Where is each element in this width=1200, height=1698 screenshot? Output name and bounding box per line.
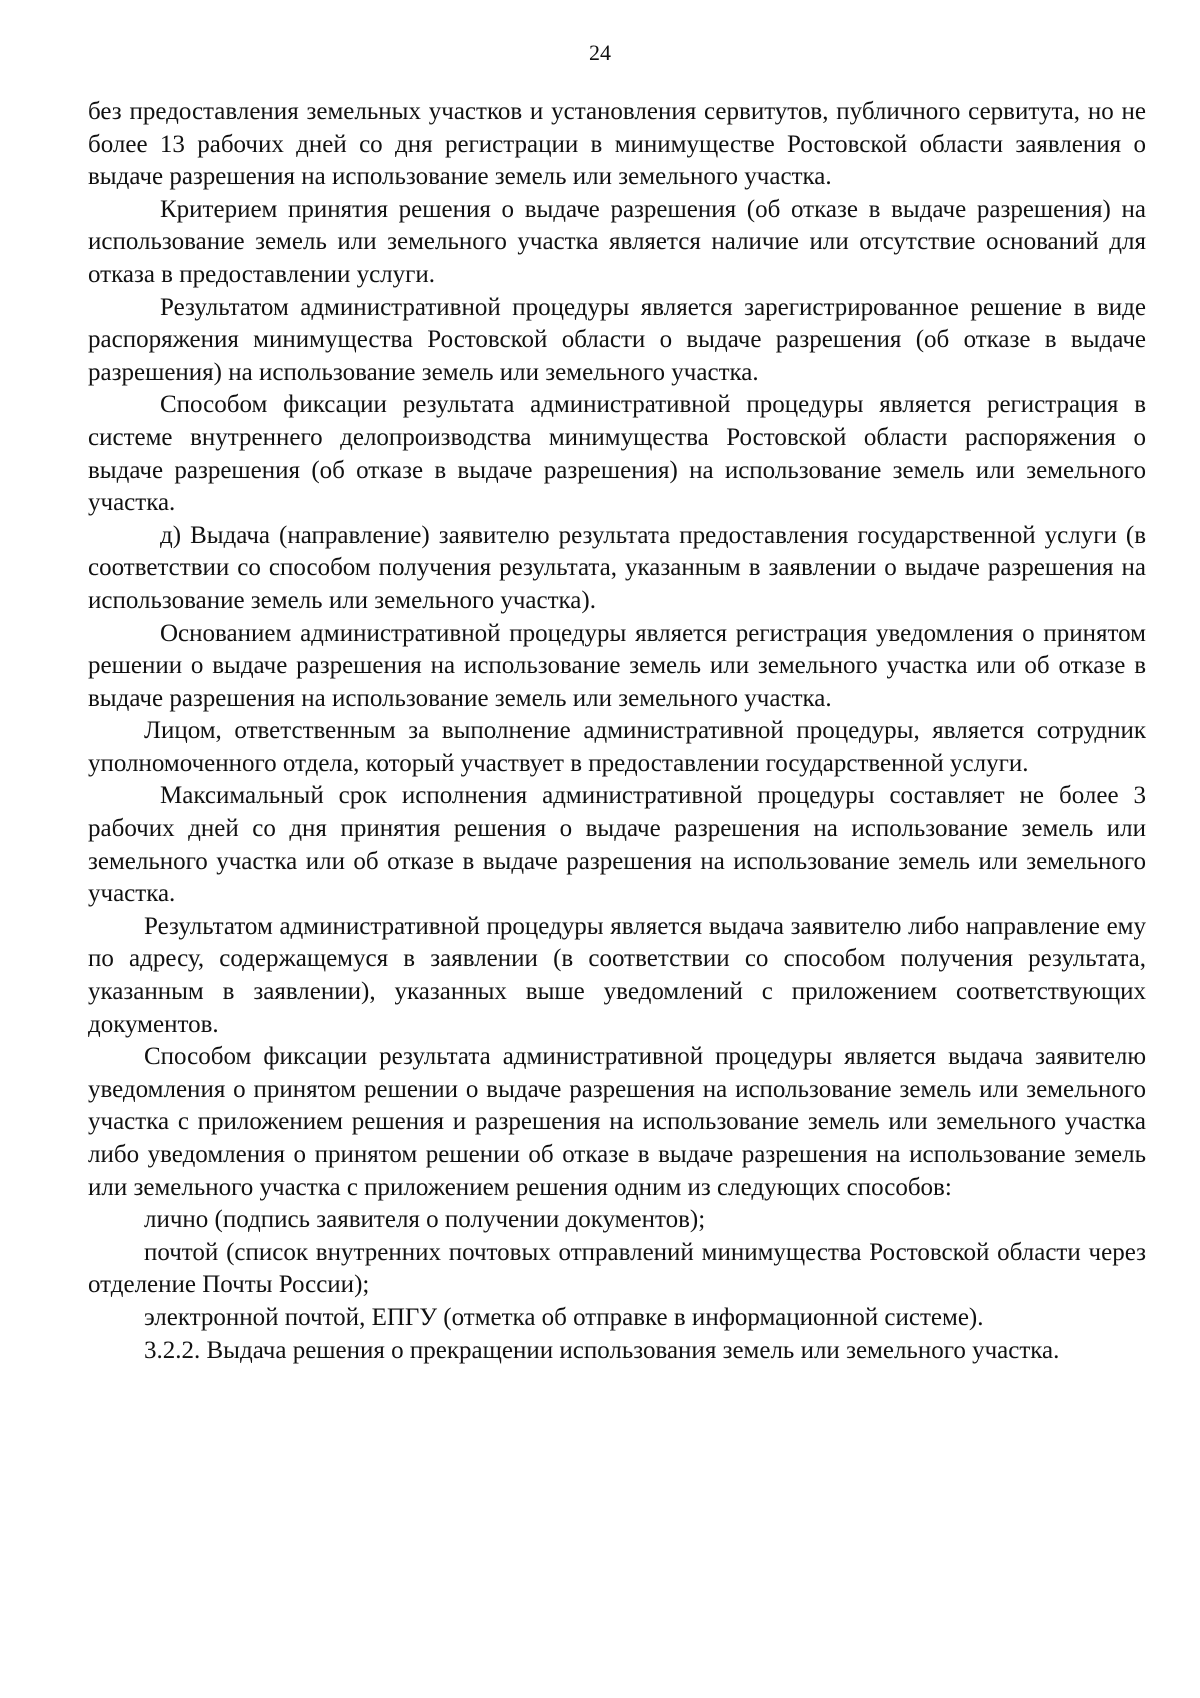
paragraph-13: электронной почтой, ЕПГУ (отметка об отправке в информационной системе). (144, 1303, 984, 1331)
paragraph-9: Результатом административной процедуры является выдача заявителю либо направление ему по адресу, содержащемуся в заявлении (в соответствии со способом получения результата, указанным в заявлении), указанных выше уведомлений с приложением соответствующих документов. (88, 912, 1146, 1038)
paragraph-14: 3.2.2. Выдача решения о прекращении использования земель или земельного участка. (144, 1336, 1060, 1364)
paragraph-5: д) Выдача (направление) заявителю результата предоставления государственной услуги (в соответствии со способом получения результата, указанным в заявлении о выдаче разрешения на использование земель или земельного участка). (88, 521, 1146, 614)
paragraph-1: без предоставления земельных участков и установления сервитутов, публичного сервитута, но не более 13 рабочих дней со дня регистрации в минимуществе Ростовской области заявления о выдаче разрешения на использование земель или земельного участка. (88, 98, 1146, 191)
paragraph-4: Способом фиксации результата административной процедуры является регистрация в системе внутреннего делопроизводства минимущества Ростовской области распоряжения о выдаче разрешения (об отказе в выдаче разрешения) на использование земель или земельного участка. (88, 391, 1146, 517)
paragraph-8: Максимальный срок исполнения административной процедуры составляет не более 3 рабочих дней со дня принятия решения о выдаче разрешения на использование земель или земельного участка или об отказе в выдаче разрешения на использование земель или земельного участка. (88, 782, 1146, 908)
paragraph-6: Основанием административной процедуры является регистрация уведомления о принятом решении о выдаче разрешения на использование земель или земельного участка или об отказе в выдаче разрешения на использование земель или земельного участка. (88, 619, 1146, 712)
paragraph-12: почтой (список внутренних почтовых отправлений минимущества Ростовской области через отделение Почты России); (88, 1238, 1146, 1299)
paragraph-7: Лицом, ответственным за выполнение административной процедуры, является сотрудник уполномоченного отдела, который участвует в предоставлении государственной услуги. (88, 717, 1146, 777)
document-body (88, 96, 1146, 1367)
page-number: 24 (589, 40, 611, 65)
paragraph-2: Критерием принятия решения о выдаче разрешения (об отказе в выдаче разрешения) на использование земель или земельного участка является наличие или отсутствие оснований для отказа в предоставлении услуги. (88, 195, 1146, 288)
paragraph-10: Способом фиксации результата административной процедуры является выдача заявителю уведомления о принятом решении о выдаче разрешения на использование земель или земельного участка с приложением решения и разрешения на использование земель или земельного участка либо уведомления о принятом решении об отказе в выдаче разрешения на использование земель или земельного участка с приложением решения одним из следующих способов: (88, 1043, 1146, 1201)
paragraph-11: лично (подпись заявителя о получении документов); (144, 1206, 706, 1234)
paragraph-3: Результатом административной процедуры является зарегистрированное решение в виде распоряжения минимущества Ростовской области о выдаче разрешения (об отказе в выдаче разрешения) на использование земель или земельного участка. (88, 293, 1146, 386)
